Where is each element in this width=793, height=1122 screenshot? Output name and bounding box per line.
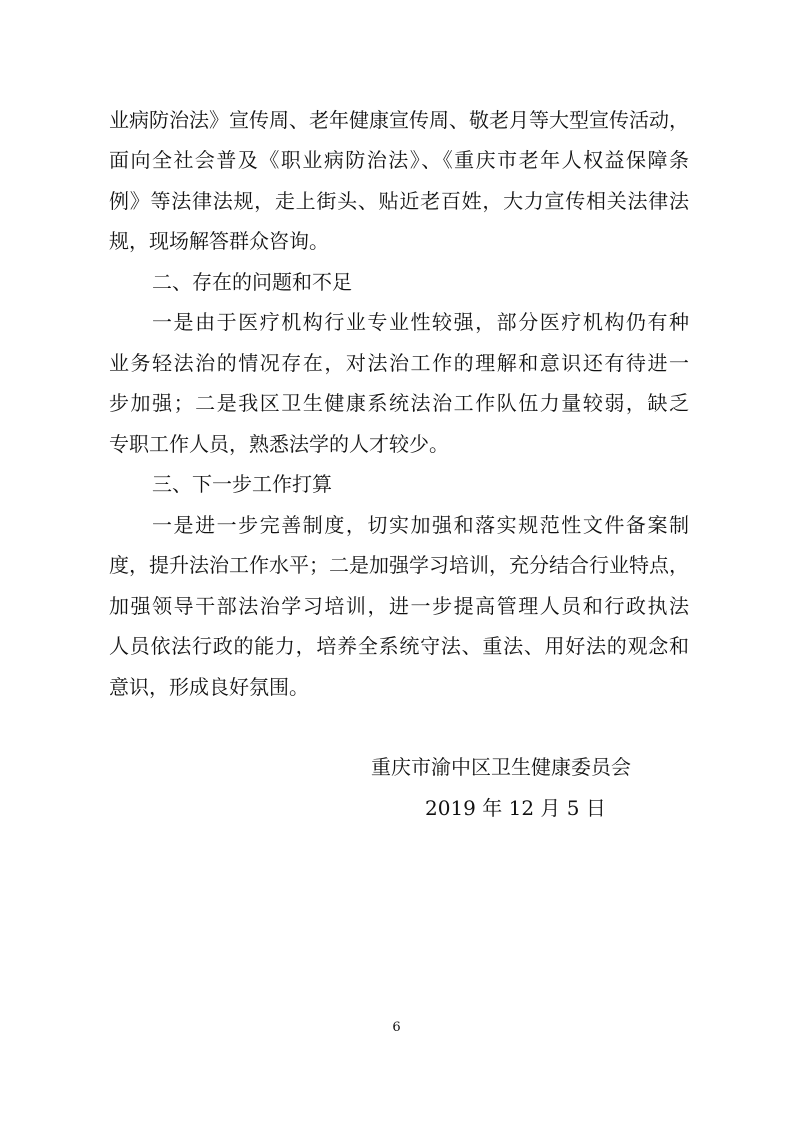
section-3-line-1: 一是进一步完善制度，切实加强和落实规范性文件备案制 [152,513,689,537]
signature-date: 2019 年 12 月 5 日 [425,796,606,820]
signature-organization: 重庆市渝中区卫生健康委员会 [371,755,631,779]
section-2-line-3: 步加强；二是我区卫生健康系统法治工作队伍力量较弱，缺乏 [109,391,689,415]
section-2-line-1: 一是由于医疗机构行业专业性较强，部分医疗机构仍有种 [152,310,689,334]
section-3-line-5: 意识，形成良好氛围。 [109,675,309,699]
intro-line-3: 例》等法律法规，走上街头、贴近老百姓，大力宣传相关法律法 [109,189,689,213]
section-2-heading: 二、存在的问题和不足 [152,270,352,294]
section-3-heading: 三、下一步工作打算 [152,472,332,496]
page-number: 6 [392,1020,401,1035]
intro-line-4: 规，现场解答群众咨询。 [109,229,329,253]
section-3-line-4: 人员依法行政的能力，培养全系统守法、重法、用好法的观念和 [109,634,689,658]
section-3-line-2: 度，提升法治工作水平；二是加强学习培训，充分结合行业特点， [109,553,689,577]
intro-line-2: 面向全社会普及《职业病防治法》、《重庆市老年人权益保障条 [109,148,689,172]
section-2-line-4: 专职工作人员，熟悉法学的人才较少。 [109,432,449,456]
section-3-line-3: 加强领导干部法治学习培训，进一步提高管理人员和行政执法 [109,594,689,618]
section-2-line-2: 业务轻法治的情况存在，对法治工作的理解和意识还有待进一 [109,351,689,375]
intro-line-1: 业病防治法》宣传周、老年健康宣传周、敬老月等大型宣传活动， [109,108,689,132]
